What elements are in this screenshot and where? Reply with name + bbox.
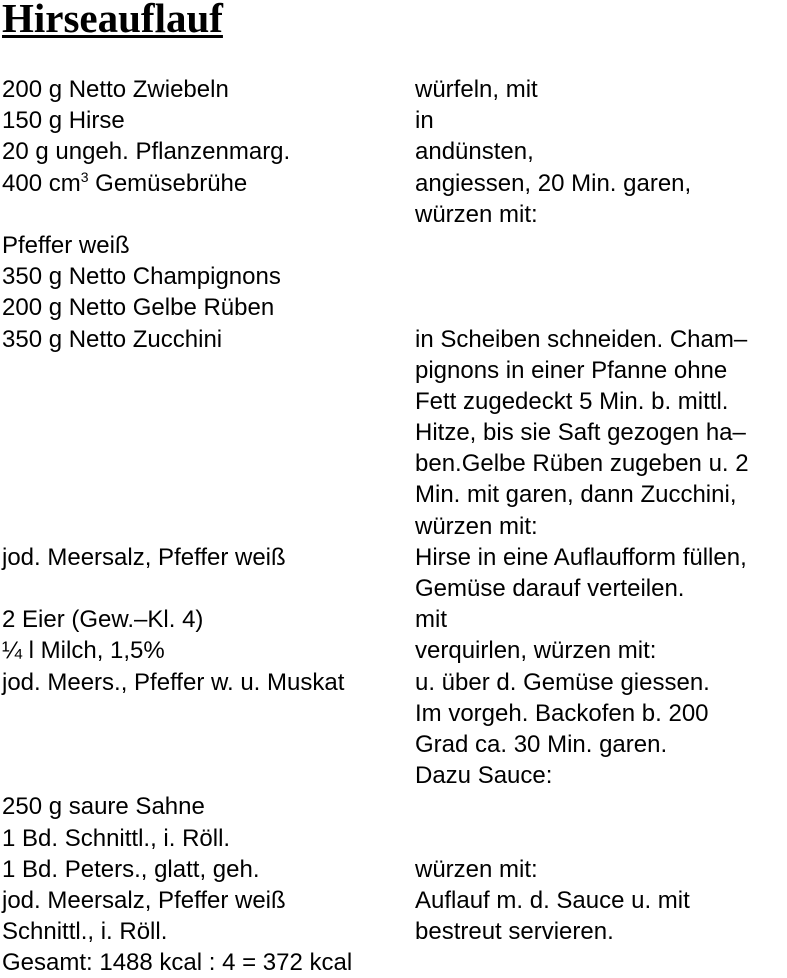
instruction: Hitze, bis sie Saft gezogen ha– xyxy=(415,419,746,447)
ingredient: 250 g saure Sahne xyxy=(2,793,205,821)
recipe-row xyxy=(0,292,787,323)
ingredient: 350 g Netto Zucchini xyxy=(2,325,223,353)
recipe-row xyxy=(0,479,787,510)
recipe-row xyxy=(0,916,787,947)
recipe-row xyxy=(0,199,787,230)
instruction: angiessen, 20 Min. garen, xyxy=(415,169,692,197)
instruction: andünsten, xyxy=(415,138,534,166)
recipe-row xyxy=(0,168,787,199)
recipe-row xyxy=(0,74,787,105)
instruction: u. über d. Gemüse giessen. xyxy=(415,668,710,696)
instruction: würzen mit: xyxy=(415,855,538,883)
ingredient: Schnittl., i. Röll. xyxy=(2,918,168,946)
instruction: mit xyxy=(415,606,447,634)
instruction: Hirse in eine Auflaufform füllen, xyxy=(415,543,747,571)
ingredient: jod. Meers., Pfeffer w. u. Muskat xyxy=(2,668,345,696)
ingredient: jod. Meersalz, Pfeffer weiß xyxy=(2,886,286,914)
instruction: Min. mit garen, dann Zucchini, xyxy=(415,481,737,509)
ingredient: 200 g Netto Gelbe Rüben xyxy=(2,294,275,322)
instruction: Gemüse darauf verteilen. xyxy=(415,575,685,602)
recipe-row xyxy=(0,854,787,885)
instruction: in xyxy=(415,107,434,135)
instruction: Fett zugedeckt 5 Min. b. mittl. xyxy=(415,387,729,415)
instruction: verquirlen, würzen mit: xyxy=(415,637,657,665)
ingredient: 20 g ungeh. Pflanzenmarg. xyxy=(2,138,291,166)
instruction: Dazu Sauce: xyxy=(415,762,553,790)
ingredient: Pfeffer weiß xyxy=(2,231,130,259)
recipe-row xyxy=(0,105,787,136)
recipe-row xyxy=(0,573,787,604)
ingredient-name: Gemüsebrühe xyxy=(88,169,248,197)
ingredient: 2 Eier (Gew.–Kl. 4) xyxy=(2,606,204,634)
instruction: würzen mit: xyxy=(415,512,538,540)
recipe-row xyxy=(0,542,787,573)
recipe-row xyxy=(0,698,787,729)
instruction: Grad ca. 30 Min. garen. xyxy=(415,730,668,758)
recipe-row xyxy=(0,635,787,666)
instruction: pignons in einer Pfanne ohne xyxy=(415,356,728,384)
instruction: Im vorgeh. Backofen b. 200 xyxy=(415,699,709,727)
recipe-row xyxy=(0,511,787,542)
superscript-three: 3 xyxy=(80,168,89,185)
instruction: Auflauf m. d. Sauce u. mit xyxy=(415,886,690,914)
recipe-row xyxy=(0,386,787,417)
recipe-row xyxy=(0,355,787,386)
recipe-row xyxy=(0,760,787,791)
recipe-row xyxy=(0,448,787,479)
recipe-row xyxy=(0,823,787,854)
recipe-row xyxy=(0,791,787,822)
calorie-total: Gesamt: 1488 kcal : 4 = 372 kcal xyxy=(2,949,353,977)
recipe-table xyxy=(0,74,787,978)
recipe-row xyxy=(0,947,787,978)
ingredient xyxy=(2,168,247,199)
instruction: würzen mit: xyxy=(415,200,538,228)
recipe-row xyxy=(0,604,787,635)
ingredient: 200 g Netto Zwiebeln xyxy=(2,76,229,103)
recipe-row xyxy=(0,261,787,292)
recipe-row xyxy=(0,324,787,355)
instruction: würfeln, mit xyxy=(415,76,538,103)
recipe-row xyxy=(0,230,787,261)
recipe-title: Hirseauflauf xyxy=(2,0,223,41)
instruction: in Scheiben schneiden. Cham– xyxy=(415,325,748,353)
recipe-row xyxy=(0,417,787,448)
recipe-row xyxy=(0,667,787,698)
ingredient: 1 Bd. Schnittl., i. Röll. xyxy=(2,824,231,852)
ingredient: 150 g Hirse xyxy=(2,107,125,135)
ingredient: jod. Meersalz, Pfeffer weiß xyxy=(2,543,286,571)
recipe-row xyxy=(0,885,787,916)
ingredient-amount: 400 cm xyxy=(2,169,81,197)
recipe-row xyxy=(0,729,787,760)
recipe-row xyxy=(0,136,787,167)
ingredient: ¼ l Milch, 1,5% xyxy=(2,637,165,665)
instruction: bestreut servieren. xyxy=(415,918,614,946)
ingredient: 350 g Netto Champignons xyxy=(2,263,281,291)
instruction: ben.Gelbe Rüben zugeben u. 2 xyxy=(415,450,749,478)
ingredient: 1 Bd. Peters., glatt, geh. xyxy=(2,855,260,883)
